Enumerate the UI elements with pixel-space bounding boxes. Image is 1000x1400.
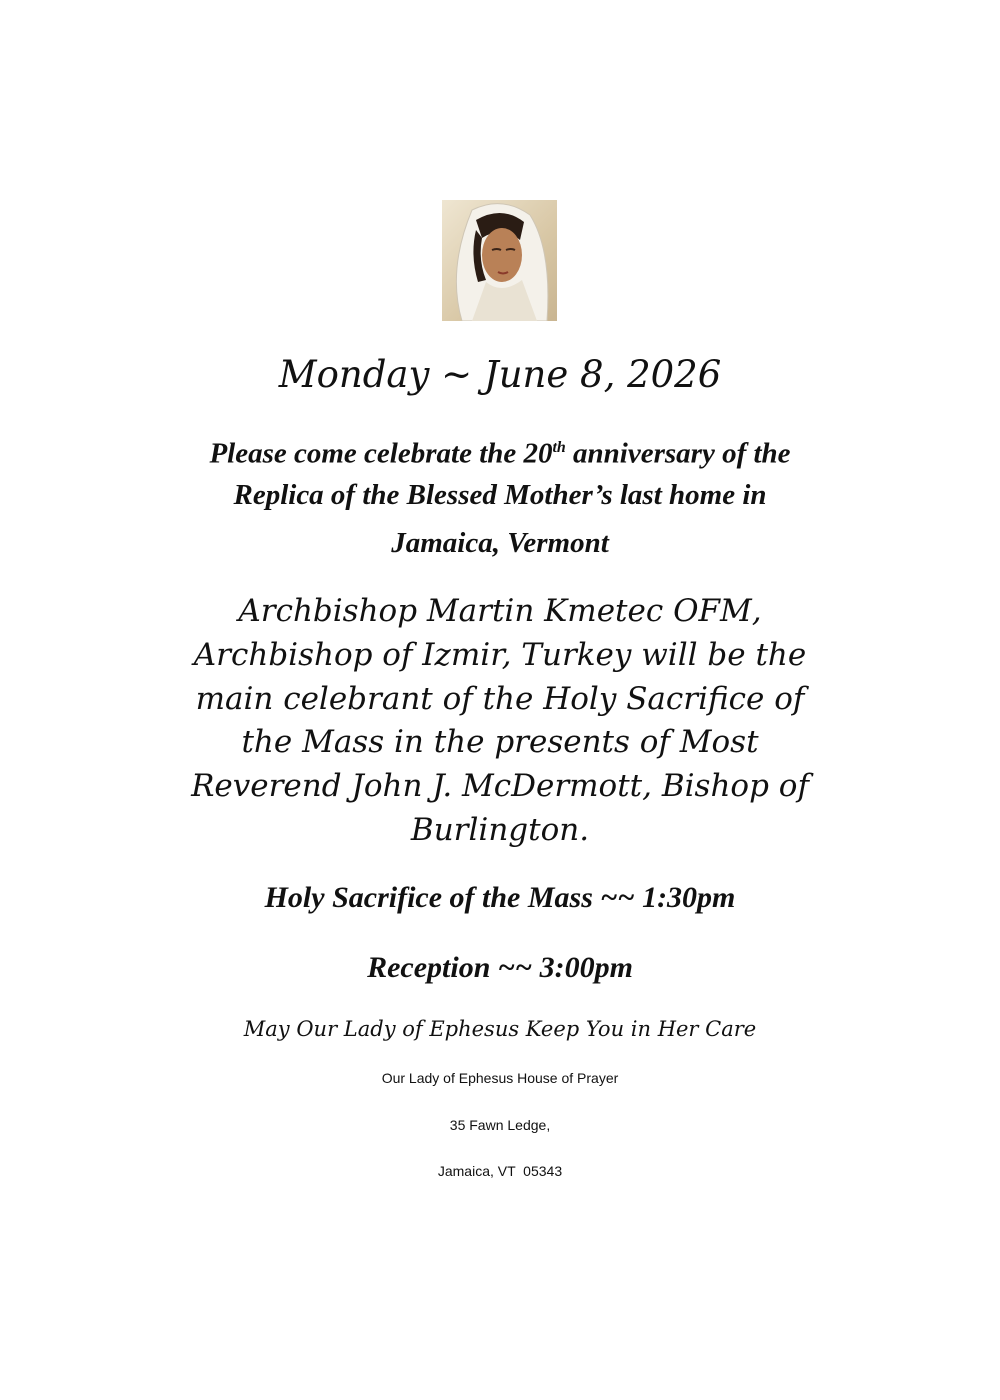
blessed-mother-portrait: [442, 200, 557, 321]
celebrant-line: Archbishop Martin Kmetec OFM,: [238, 593, 762, 629]
reception-time: Reception ~~ 3:00pm: [367, 951, 633, 984]
celebrant-line: Burlington.: [410, 812, 590, 848]
address-city: Jamaica, VT 05343: [437, 1163, 563, 1179]
invitation-text: anniversary of the: [565, 437, 791, 470]
celebrant-line: Archbishop of Izmir, Turkey will be the: [193, 637, 807, 673]
celebrant-line: the Mass in the presents of Most: [241, 724, 759, 760]
celebrant-line: main celebrant of the Holy Sacrifice of: [195, 681, 805, 717]
invitation-text: Please come celebrate the 20: [209, 437, 553, 470]
invitation-line-3: Jamaica, Vermont: [391, 527, 609, 559]
invitation-line-2: Replica of the Blessed Mother’s last home in: [233, 479, 767, 511]
event-date: Monday ~ June 8, 2026: [278, 353, 722, 396]
blessing: May Our Lady of Ephesus Keep You in Her Care: [243, 1017, 757, 1041]
celebrant-line: Reverend John J. McDermott, Bishop of: [191, 768, 809, 804]
mass-time: Holy Sacrifice of the Mass ~~ 1:30pm: [264, 881, 736, 914]
address-name: Our Lady of Ephesus House of Prayer: [381, 1070, 619, 1086]
ordinal-suffix: th: [552, 439, 566, 456]
address-street: 35 Fawn Ledge,: [449, 1117, 551, 1133]
invitation-line-1: [0, 428, 1000, 474]
